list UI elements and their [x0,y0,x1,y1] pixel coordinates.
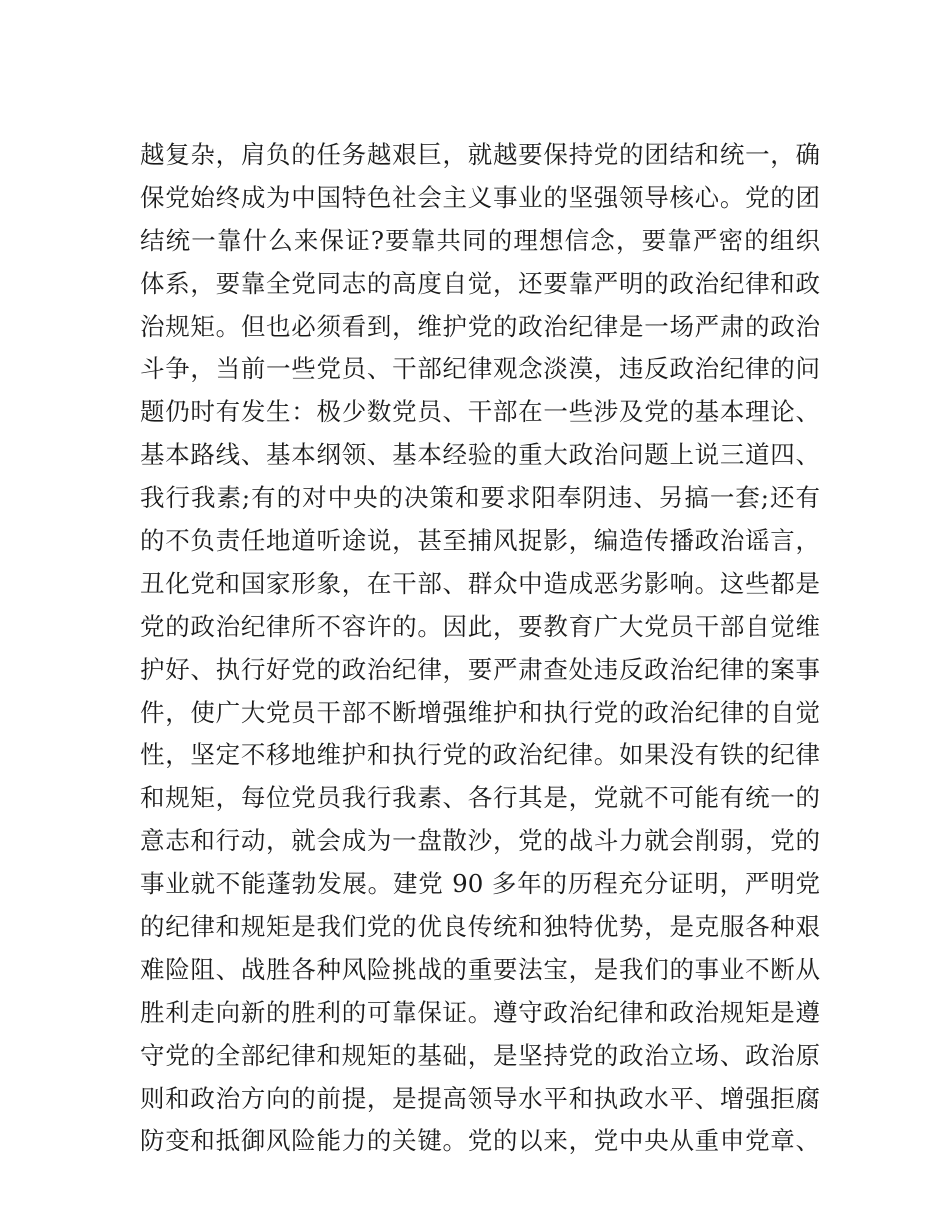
text-line: 件，使广大党员干部不断增强维护和执行党的政治纪律的自觉 [140,697,820,727]
text-line: 结统一靠什么来保证?要靠共同的理想信念，要靠严密的组织 [140,225,820,255]
text-line: 护好、执行好党的政治纪律，要严肃查处违反政治纪律的案事 [140,654,820,684]
text-line: 难险阻、战胜各种风险挑战的重要法宝，是我们的事业不断从 [140,954,820,984]
text-line: 越复杂，肩负的任务越艰巨，就越要保持党的团结和统一，确 [140,140,820,169]
text-line: 则和政治方向的前提，是提高领导水平和执政水平、增强拒腐 [140,1083,820,1113]
text-line: 基本路线、基本纲领、基本经验的重大政治问题上说三道四、 [140,440,820,470]
text-line: 治规矩。但也必须看到，维护党的政治纪律是一场严肃的政治 [140,311,820,341]
text-line: 斗争，当前一些党员、干部纪律观念淡漠，违反政治纪律的问 [140,354,820,384]
text-line: 的纪律和规矩是我们党的优良传统和独特优势，是克服各种艰 [140,912,820,942]
text-line: 党的政治纪律所不容许的。因此，要教育广大党员干部自觉维 [140,611,820,641]
text-line: 守党的全部纪律和规矩的基础，是坚持党的政治立场、政治原 [140,1040,820,1070]
text-line: 防变和抵御风险能力的关键。党的以来，党中央从重申党章、 [140,1126,820,1156]
text-line: 事业就不能蓬勃发展。建党 90 多年的历程充分证明，严明党 [140,869,820,899]
text-line: 我行我素;有的对中央的决策和要求阳奉阴违、另搞一套;还有 [140,483,820,513]
text-line: 体系，要靠全党同志的高度自觉，还要靠严明的政治纪律和政 [140,268,820,298]
text-line: 丑化党和国家形象，在干部、群众中造成恶劣影响。这些都是 [140,568,820,598]
text-line: 性，坚定不移地维护和执行党的政治纪律。如果没有铁的纪律 [140,740,820,770]
body-text [140,134,820,1163]
text-line: 和规矩，每位党员我行我素、各行其是，党就不可能有统一的 [140,783,820,813]
text-line: 题仍时有发生：极少数党员、干部在一些涉及党的基本理论、 [140,397,820,427]
text-line: 保党始终成为中国特色社会主义事业的坚强领导核心。党的团 [140,182,820,212]
text-line: 的不负责任地道听途说，甚至捕风捉影，编造传播政治谣言， [140,526,820,556]
text-line: 胜利走向新的胜利的可靠保证。遵守政治纪律和政治规矩是遵 [140,997,820,1027]
text-line: 意志和行动，就会成为一盘散沙，党的战斗力就会削弱，党的 [140,826,820,856]
